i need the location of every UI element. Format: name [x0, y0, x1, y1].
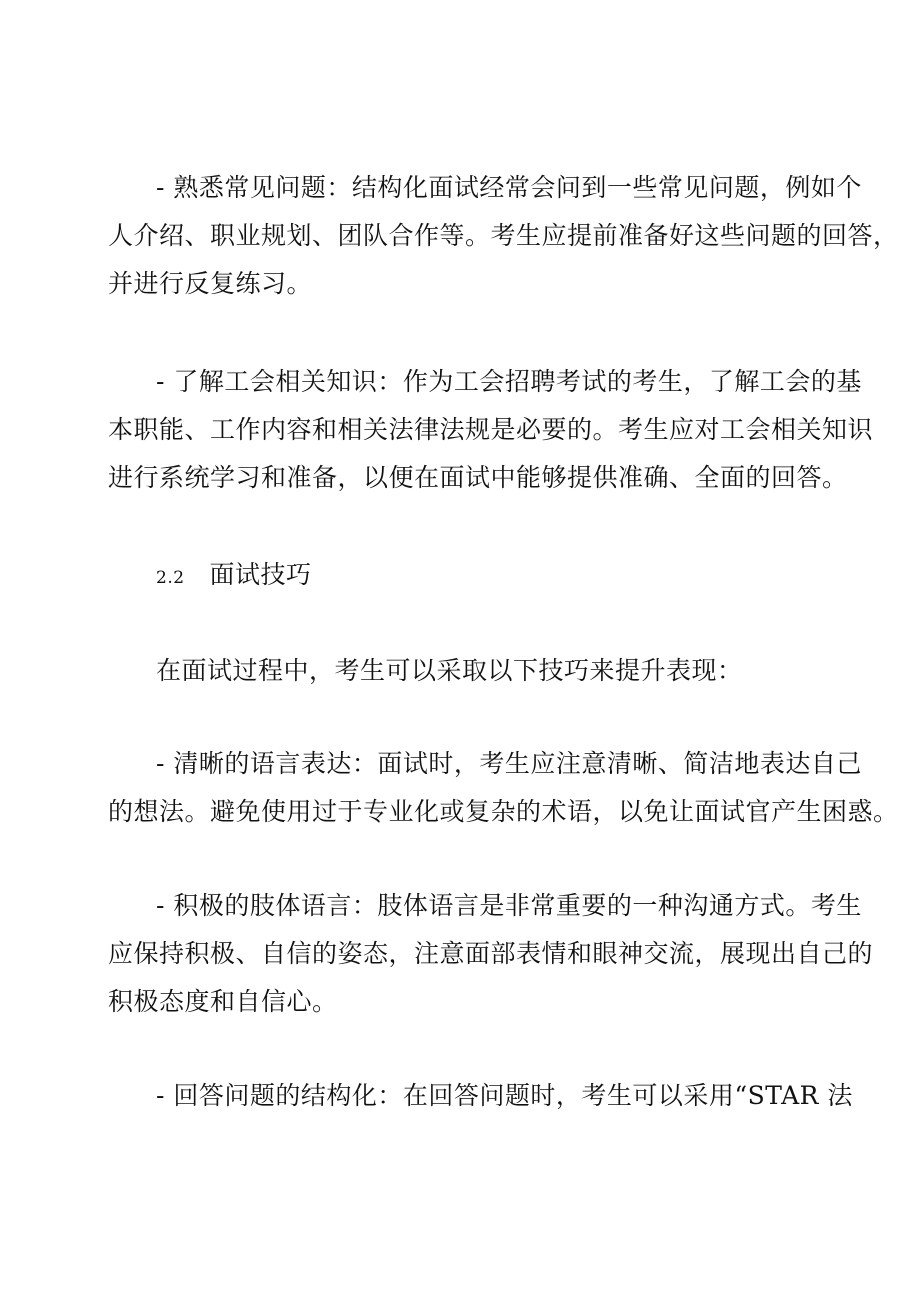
paragraph-1-line-1: - 熟悉常见问题：结构化面试经常会问到一些常见问题，例如个	[156, 173, 862, 202]
paragraph-1-line-2: 人介绍、职业规划、团队合作等。考生应提前准备好这些问题的回答，	[108, 221, 899, 250]
paragraph-3-line-1: - 清晰的语言表达：面试时，考生应注意清晰、简洁地表达自己	[156, 749, 862, 778]
paragraph-2-line-1: - 了解工会相关知识：作为工会招聘考试的考生，了解工会的基	[156, 367, 862, 396]
paragraph-4-line-1: - 积极的肢体语言：肢体语言是非常重要的一种沟通方式。考生	[156, 891, 862, 920]
paragraph-5-line-1: - 回答问题的结构化：在回答问题时，考生可以采用“STAR 法	[156, 1081, 853, 1110]
paragraph-2-line-3: 进行系统学习和准备，以便在面试中能够提供准确、全面的回答。	[108, 463, 848, 492]
section-heading-title: 面试技巧	[209, 560, 312, 589]
section-heading	[156, 560, 876, 593]
paragraph-2-line-2: 本职能、工作内容和相关法律法规是必要的。考生应对工会相关知识	[108, 415, 874, 444]
paragraph-3-line-2: 的想法。避免使用过于专业化或复杂的术语，以免让面试官产生困惑。	[108, 797, 899, 826]
paragraph-4-line-2: 应保持积极、自信的姿态，注意面部表情和眼神交流，展现出自己的	[108, 939, 874, 968]
section-heading-number: 2.2	[156, 568, 185, 588]
paragraph-4-line-3: 积极态度和自信心。	[108, 987, 338, 1016]
paragraph-1-line-3: 并进行反复练习。	[108, 269, 313, 298]
intro-paragraph: 在面试过程中，考生可以采取以下技巧来提升表现：	[156, 656, 743, 685]
